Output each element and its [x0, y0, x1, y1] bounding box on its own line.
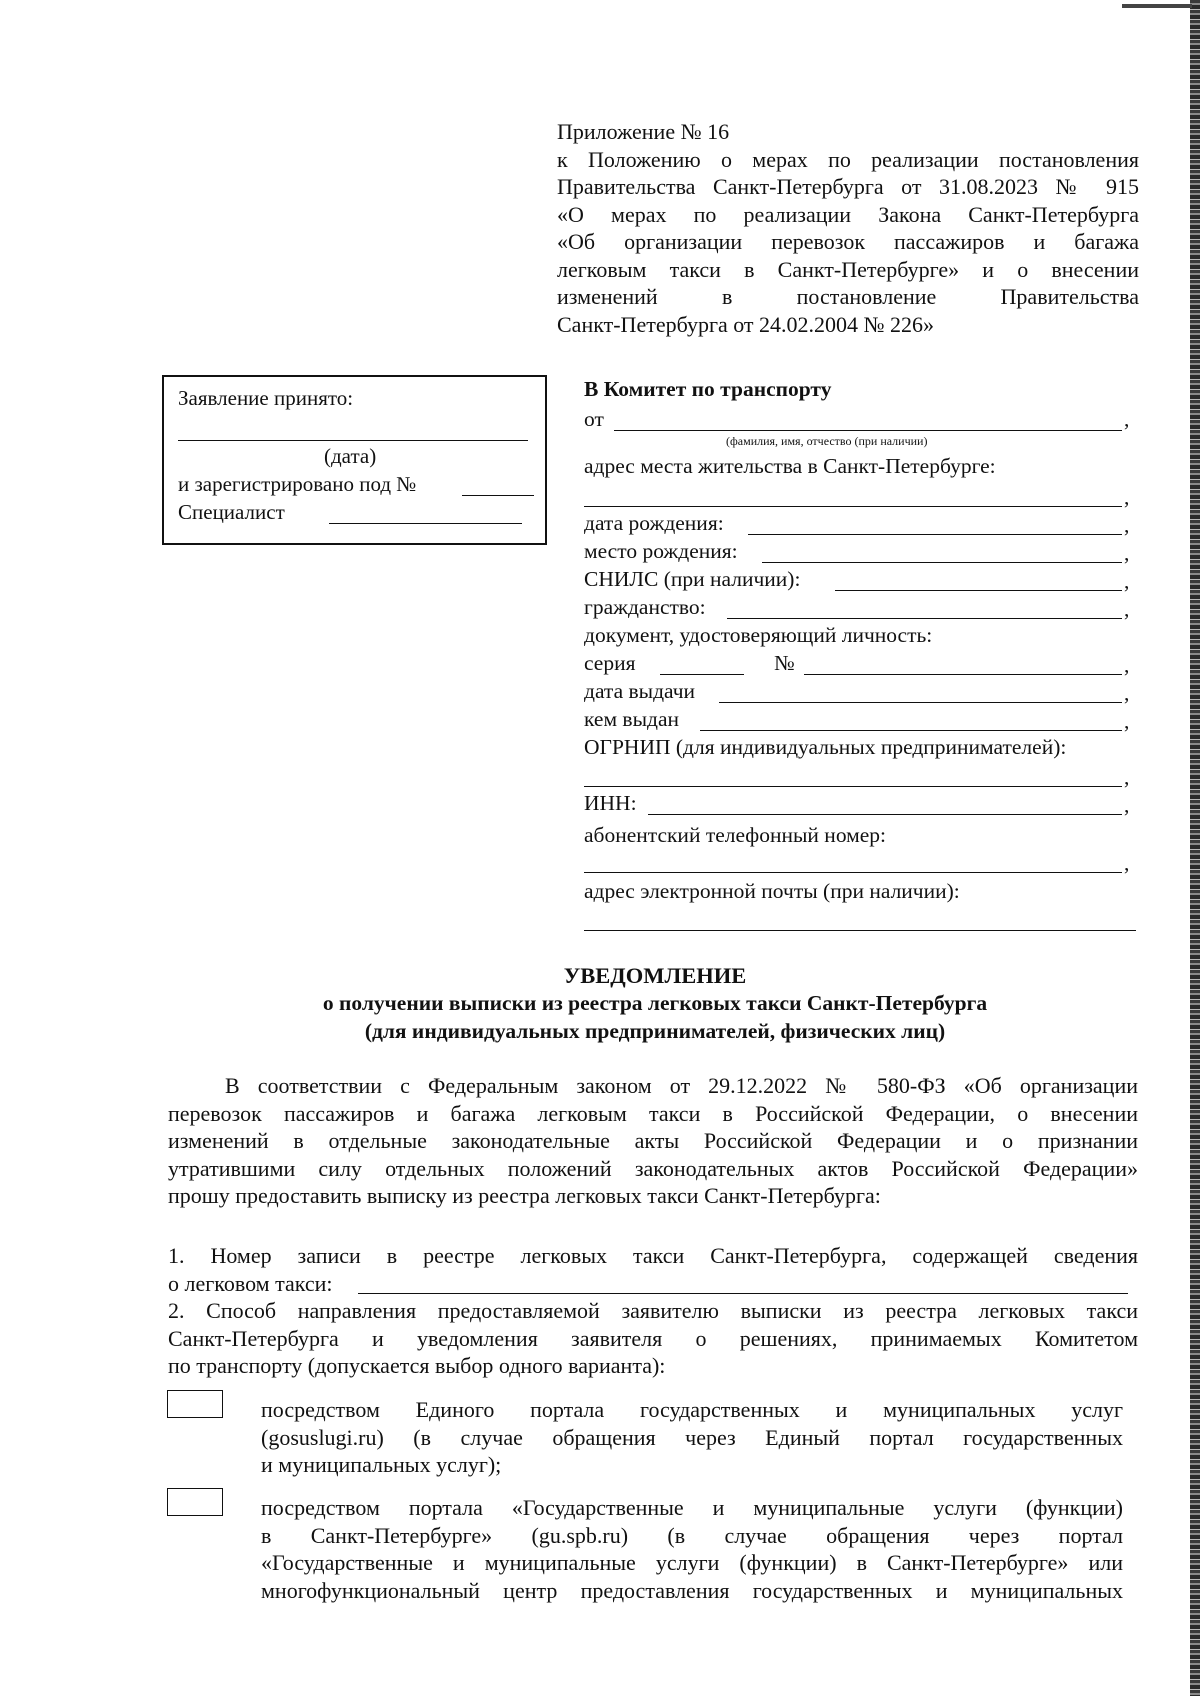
comma: , [1124, 485, 1130, 509]
acceptance-stamp-box [162, 375, 547, 545]
comma: , [1124, 541, 1130, 565]
appendix-line: «Об организации перевозок пассажиров и багажа [557, 229, 1139, 254]
from-field[interactable] [614, 430, 1122, 431]
snils-label: СНИЛС (при наличии): [584, 567, 801, 591]
appendix-line: к Положению о мерах по реализации постановления [557, 146, 1139, 172]
appendix-line: «О мерах по реализации Закона Санкт-Петербурга [557, 201, 1139, 227]
snils-field[interactable] [835, 590, 1122, 591]
appendix-line: Правительства Санкт-Петербурга от 31.08.2023 № 915 [557, 174, 1139, 199]
option-gu-spb-text [261, 1494, 1123, 1604]
notice-title: УВЕДОМЛЕНИЕ [563, 963, 747, 988]
option-line: посредством портала «Государственные и муниципальные услуги (функции) [261, 1495, 1123, 1520]
comma: , [1124, 407, 1130, 431]
number-label: № [774, 651, 795, 675]
email-field[interactable] [584, 930, 1136, 931]
appendix-line: Санкт-Петербурга от 24.02.2004 № 226» [557, 311, 935, 337]
option-line: и муниципальных услуг); [261, 1452, 502, 1477]
notice-subtitle: о получении выписки из реестра легковых такси Санкт-Петербурга [322, 991, 988, 1015]
option-line: в Санкт-Петербурге» (gu.spb.ru) (в случае обращения через портал [261, 1522, 1123, 1548]
appendix-line: легковым такси в Санкт-Петербурге» и о внесении [557, 256, 1139, 282]
comma: , [1124, 765, 1130, 789]
email-label: адрес электронной почты (при наличии): [584, 879, 960, 903]
body-line: изменений в отдельные законодательные акты Российской Федерации и о признании [168, 1128, 1138, 1153]
comma: , [1124, 653, 1130, 677]
comma: , [1124, 851, 1130, 875]
option-gosuslugi-checkbox[interactable] [167, 1390, 223, 1418]
item-2-line: по транспорту (допускается выбор одного варианта): [168, 1353, 666, 1378]
specialist-line[interactable] [329, 523, 522, 524]
citizenship-label: гражданство: [584, 595, 706, 619]
item-1-line: 1. Номер записи в реестре легковых такси Санкт-Петербурга, содержащей сведения [168, 1243, 1138, 1268]
body-line: прошу предоставить выписку из реестра легковых такси Санкт-Петербурга: [168, 1183, 881, 1208]
address-label: адрес места жительства в Санкт-Петербурге: [584, 454, 996, 478]
issued-by-label: кем выдан [584, 707, 680, 731]
identity-doc-label: документ, удостоверяющий личность: [584, 623, 933, 647]
option-line: «Государственные и муниципальные услуги (функции) в Санкт-Петербурге» или [261, 1550, 1123, 1575]
appendix-title: Приложение № 16 [557, 119, 730, 144]
option-line: (gosuslugi.ru) (в случае обращения через Единый портал государственных [261, 1424, 1123, 1450]
phone-field[interactable] [584, 872, 1122, 873]
birth-date-field[interactable] [748, 534, 1122, 535]
appendix-line: изменений в постановление Правительства [557, 284, 1139, 309]
number-field[interactable] [804, 674, 1122, 675]
comma: , [1124, 681, 1130, 705]
inn-field[interactable] [648, 814, 1122, 815]
body-line: В соответствии с Федеральным законом от 29.12.2022 № 580-ФЗ «Об организации [225, 1073, 1138, 1098]
item-2-line: 2. Способ направления предоставляемой заявителю выписки из реестра легковых такси [168, 1298, 1138, 1323]
birth-date-label: дата рождения: [584, 511, 724, 535]
option-gosuslugi-text [261, 1396, 1123, 1479]
issue-date-field[interactable] [719, 702, 1122, 703]
birth-place-field[interactable] [762, 562, 1122, 563]
accepted-label: Заявление принято: [178, 386, 354, 410]
committee-title: В Комитет по транспорту [584, 377, 832, 401]
scan-mark [1122, 4, 1192, 8]
comma: , [1124, 569, 1130, 593]
address-field[interactable] [584, 506, 1122, 507]
inn-label: ИНН: [584, 791, 637, 815]
birth-place-label: место рождения: [584, 539, 738, 563]
registration-number-line[interactable] [462, 495, 534, 496]
ogrnip-field[interactable] [584, 786, 1122, 787]
from-label: от [584, 407, 604, 431]
item-1-line: о легковом такси: [168, 1270, 333, 1296]
comma: , [1124, 513, 1130, 537]
name-hint: (фамилия, имя, отчество (при наличии) [726, 434, 928, 448]
phone-label: абонентский телефонный номер: [584, 823, 887, 847]
series-label: серия [584, 651, 636, 675]
item-1 [168, 1242, 1138, 1297]
accepted-date-line[interactable] [178, 440, 528, 441]
scan-edge [1190, 0, 1200, 1696]
specialist-label: Специалист [178, 500, 285, 524]
item-2 [168, 1297, 1138, 1380]
ogrnip-label: ОГРНИП (для индивидуальных предпринимателей): [584, 735, 1067, 759]
item-2-line: Санкт-Петербурга и уведомления заявителя о решениях, принимаемых Комитетом [168, 1325, 1138, 1351]
option-gu-spb-checkbox[interactable] [167, 1488, 223, 1516]
issue-date-label: дата выдачи [584, 679, 696, 703]
comma: , [1124, 597, 1130, 621]
citizenship-field[interactable] [727, 618, 1122, 619]
comma: , [1124, 709, 1130, 733]
option-line: многофункциональный центр предоставления государственных и муниципальных [261, 1577, 1123, 1603]
body-paragraph [168, 1072, 1138, 1210]
body-line: перевозок пассажиров и багажа легковым такси в Российской Федерации, о внесении [168, 1100, 1138, 1126]
notice-subtitle: (для индивидуальных предпринимателей, физических лиц) [364, 1019, 946, 1043]
registered-label: и зарегистрировано под № [178, 472, 417, 496]
record-number-field[interactable] [358, 1293, 1128, 1294]
comma: , [1124, 793, 1130, 817]
appendix-block [557, 118, 1139, 338]
option-line: посредством Единого портала государственных и муниципальных услуг [261, 1397, 1123, 1422]
issued-by-field[interactable] [700, 730, 1122, 731]
body-line: утратившими силу отдельных положений законодательных актов Российской Федерации» [168, 1155, 1138, 1181]
series-field[interactable] [660, 674, 744, 675]
date-caption: (дата) [324, 444, 377, 468]
